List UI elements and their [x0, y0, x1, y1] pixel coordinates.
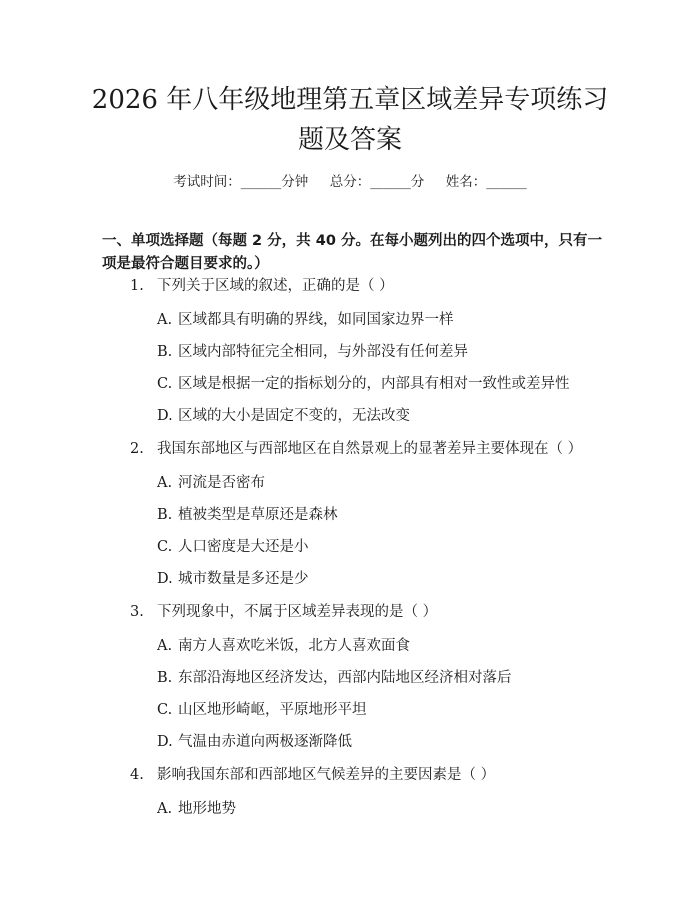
- option-letter: A.: [157, 638, 173, 654]
- option-text: 区域都具有明确的界线，如同国家边界一样: [178, 312, 454, 328]
- question-text: 我国东部地区与西部地区在自然景观上的显著差异主要体现在（ ）: [157, 441, 583, 457]
- question-text: 影响我国东部和西部地区气候差异的主要因素是（ ）: [157, 767, 496, 783]
- question-text: 下列关于区域的叙述，正确的是（ ）: [157, 278, 394, 294]
- option-letter: B.: [157, 344, 173, 360]
- exam-meta-line: 考试时间：______分钟 总分：______分 姓名：______: [173, 174, 527, 190]
- question-number: 1.: [130, 278, 144, 294]
- option-letter: C.: [157, 702, 173, 718]
- option-text: 人口密度是大还是小: [178, 539, 309, 555]
- question-number: 2.: [130, 441, 144, 457]
- option-letter: A.: [157, 475, 173, 491]
- option-text: 南方人喜欢吃米饭，北方人喜欢面食: [178, 638, 410, 654]
- option-letter: A.: [157, 801, 173, 817]
- option-text: 山区地形崎岖，平原地形平坦: [178, 702, 367, 718]
- option-text: 城市数量是多还是少: [178, 571, 309, 587]
- option-letter: D.: [157, 408, 173, 424]
- option-text: 区域的大小是固定不变的，无法改变: [178, 408, 410, 424]
- page-title: [60, 80, 640, 160]
- option-text: 气温由赤道向两极逐渐降低: [178, 734, 352, 750]
- option-letter: A.: [157, 312, 173, 328]
- option-text: 地形地势: [178, 801, 236, 817]
- option-text: 河流是否密布: [178, 475, 265, 491]
- option-letter: B.: [157, 670, 173, 686]
- option-text: 区域内部特征完全相同，与外部没有任何差异: [178, 344, 468, 360]
- option-letter: B.: [157, 507, 173, 523]
- title-line-1: 2026 年八年级地理第五章区域差异专项练习: [91, 85, 609, 115]
- option-letter: D.: [157, 734, 173, 750]
- option-text: 区域是根据一定的指标划分的，内部具有相对一致性或差异性: [178, 376, 570, 392]
- title-line-2: 题及答案: [297, 125, 402, 155]
- option-text: 植被类型是草原还是森林: [178, 507, 338, 523]
- question-number: 3.: [130, 604, 144, 620]
- question-text: 下列现象中，不属于区域差异表现的是（ ）: [157, 604, 438, 620]
- section-heading: 一、单项选择题（每题 2 分，共 40 分。在每小题列出的四个选项中，只有一项是最符合题目要求的。）: [102, 233, 602, 272]
- option-letter: C.: [157, 539, 173, 555]
- question-number: 4.: [130, 767, 144, 783]
- option-letter: D.: [157, 571, 173, 587]
- option-text: 东部沿海地区经济发达，西部内陆地区经济相对落后: [178, 670, 512, 686]
- option-letter: C.: [157, 376, 173, 392]
